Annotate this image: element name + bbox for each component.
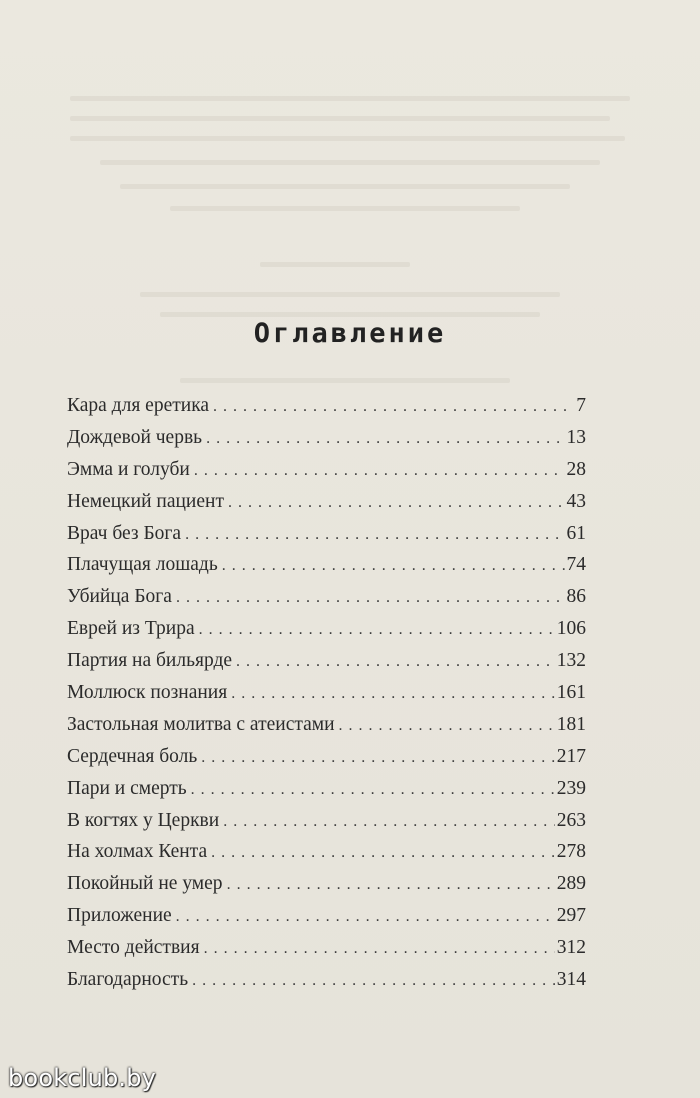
dot-leader xyxy=(227,876,555,894)
toc-entry xyxy=(67,873,586,905)
toc-entry-page-number: 312 xyxy=(556,937,586,959)
toc-entry xyxy=(67,459,586,491)
toc-entry-page-number: 161 xyxy=(556,682,586,704)
toc-entry-page-number: 289 xyxy=(556,873,586,895)
toc-entry-page-number: 132 xyxy=(556,650,586,672)
dot-leader xyxy=(194,462,565,480)
toc-entry xyxy=(67,491,586,523)
bleed-through-line xyxy=(100,160,600,165)
toc-entry xyxy=(67,746,586,778)
toc-entry-title: Пари и смерть xyxy=(67,777,187,799)
toc-entry-page-number: 61 xyxy=(566,522,586,544)
bleed-through-line xyxy=(120,184,570,189)
toc-entry xyxy=(67,427,586,459)
toc-entry xyxy=(67,523,586,555)
toc-entry xyxy=(67,395,586,427)
toc-entry-title: Еврей из Трира xyxy=(67,618,195,640)
toc-entry-page-number: 28 xyxy=(566,458,586,480)
toc-entry-title: Благодарность xyxy=(67,969,189,991)
toc-entry-page-number: 86 xyxy=(566,586,586,608)
toc-entry xyxy=(67,618,586,650)
dot-leader xyxy=(211,844,555,862)
toc-entry-page-number: 278 xyxy=(556,841,586,863)
toc-entry xyxy=(67,586,586,618)
bleed-through-line xyxy=(140,292,560,297)
bleed-through-line xyxy=(70,136,625,141)
toc-entry xyxy=(67,810,586,842)
dot-leader xyxy=(236,653,555,671)
bleed-through-line xyxy=(70,116,610,121)
bleed-through-line xyxy=(260,262,410,267)
toc-entry-page-number: 181 xyxy=(556,713,586,735)
toc-entry-page-number: 106 xyxy=(556,618,586,640)
toc-entry-title: Плачущая лошадь xyxy=(67,554,218,576)
toc-entry-title: Дождевой червь xyxy=(67,426,203,448)
dot-leader xyxy=(204,940,555,958)
toc-entry-title: Убийца Бога xyxy=(67,586,172,608)
dot-leader xyxy=(199,621,555,639)
dot-leader xyxy=(213,398,574,416)
toc-entry-page-number: 239 xyxy=(556,777,586,799)
dot-leader xyxy=(201,749,554,767)
toc-entry-title: Покойный не умер xyxy=(67,873,223,895)
toc-entry-page-number: 13 xyxy=(566,426,586,448)
toc-entry xyxy=(67,778,586,810)
toc-entry-title: Место действия xyxy=(67,937,200,959)
dot-leader xyxy=(231,685,555,703)
toc-entry-page-number: 263 xyxy=(556,809,586,831)
toc-entry-page-number: 43 xyxy=(566,490,586,512)
toc-entry-title: В когтях у Церкви xyxy=(67,809,220,831)
toc-entry xyxy=(67,841,586,873)
bleed-through-line xyxy=(160,312,540,317)
toc-entry-page-number: 7 xyxy=(576,395,586,416)
toc-entry-title: Эмма и голуби xyxy=(67,458,190,480)
toc-entry-title: На холмах Кента xyxy=(67,841,208,863)
toc-entry-title: Сердечная боль xyxy=(67,745,198,767)
bleed-through-line xyxy=(170,206,520,211)
toc-entry-title: Приложение xyxy=(67,905,172,927)
toc-heading: Оглавление xyxy=(253,318,447,349)
dot-leader xyxy=(185,526,564,544)
dot-leader xyxy=(339,717,555,735)
toc-entry xyxy=(67,969,586,1001)
toc-entry xyxy=(67,714,586,746)
table-of-contents xyxy=(67,395,586,1001)
dot-leader xyxy=(176,908,555,926)
toc-entry-title: Кара для еретика xyxy=(67,395,210,416)
dot-leader xyxy=(228,494,565,512)
toc-entry-title: Партия на бильярде xyxy=(67,650,233,672)
dot-leader xyxy=(206,430,564,448)
dot-leader xyxy=(191,781,555,799)
toc-entry-title: Застольная молитва с атеистами xyxy=(67,713,335,735)
bleed-through-line xyxy=(180,378,510,383)
toc-entry-title: Немецкий пациент xyxy=(67,490,224,512)
toc-entry xyxy=(67,682,586,714)
dot-leader xyxy=(223,813,555,831)
toc-entry-page-number: 74 xyxy=(566,554,586,576)
toc-entry-page-number: 217 xyxy=(556,745,586,767)
dot-leader xyxy=(176,589,565,607)
toc-entry-page-number: 297 xyxy=(556,905,586,927)
toc-entry-page-number: 314 xyxy=(556,969,586,991)
bleed-through-line xyxy=(70,96,630,101)
watermark-text: bookclub.by xyxy=(8,1064,157,1092)
toc-entry xyxy=(67,937,586,969)
toc-entry-title: Моллюск познания xyxy=(67,682,228,704)
dot-leader xyxy=(192,972,555,990)
toc-entry xyxy=(67,554,586,586)
toc-entry-title: Врач без Бога xyxy=(67,522,182,544)
toc-entry xyxy=(67,650,586,682)
toc-entry xyxy=(67,905,586,937)
dot-leader xyxy=(222,557,565,575)
